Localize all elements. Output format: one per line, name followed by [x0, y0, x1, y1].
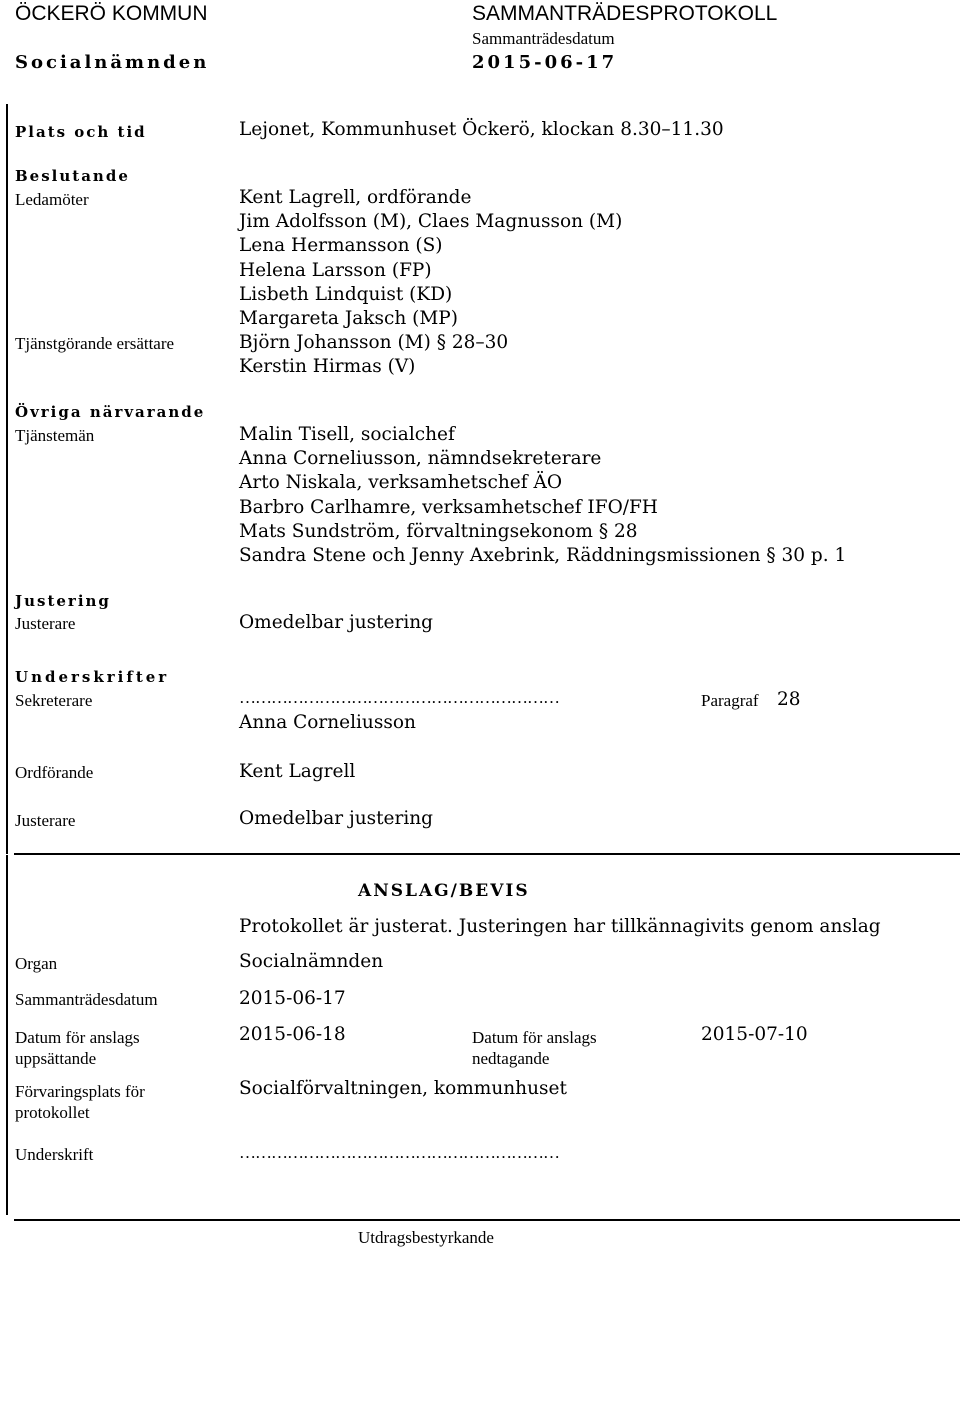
- sekreterare-name: Anna Corneliusson: [239, 712, 416, 733]
- list-item: Barbro Carlhamre, verksamhetschef IFO/FH: [239, 496, 658, 518]
- utdragsbestyrkande: Utdragsbestyrkande: [358, 1228, 494, 1247]
- nedtagande-value: 2015-07-10: [701, 1024, 808, 1045]
- meeting-date: 2015-06-17: [472, 52, 618, 73]
- anslag-intro: Protokollet är justerat. Justeringen har tillkännagivits genom anslag: [239, 916, 881, 937]
- ovriga-heading: Övriga närvarande: [15, 403, 206, 421]
- list-item: Mats Sundström, förvaltningsekonom § 28: [239, 520, 638, 542]
- anslag-heading: ANSLAG/BEVIS: [358, 881, 530, 901]
- list-item: Helena Larsson (FP): [239, 259, 432, 281]
- uppsattande-label: Datum för anslags uppsättande: [15, 1028, 140, 1068]
- paragraf-value: 28: [777, 689, 801, 710]
- section-divider: [14, 853, 960, 855]
- underskrifter-heading: Underskrifter: [15, 668, 170, 686]
- list-item: Malin Tisell, socialchef: [239, 424, 455, 445]
- list-item: Sandra Stene och Jenny Axebrink, Räddningsmissionen § 30 p. 1: [239, 545, 847, 567]
- sammantradesdatum-value: 2015-06-17: [239, 988, 346, 1009]
- ordforande-label: Ordförande: [15, 763, 94, 782]
- nedtagande-label: Datum för anslags nedtagande: [472, 1028, 597, 1068]
- list-item: Kent Lagrell, ordförande: [239, 187, 472, 208]
- ersattare-list: [239, 331, 508, 379]
- underskrift-label: Underskrift: [15, 1145, 94, 1164]
- list-item: Arto Niskala, verksamhetschef ÄO: [239, 472, 562, 494]
- list-item: Björn Johansson (M) § 28–30: [239, 332, 509, 353]
- date-label: Sammanträdesdatum: [472, 29, 615, 48]
- plats-heading: Plats och tid: [15, 123, 147, 141]
- justerare-label: Justerare: [15, 614, 76, 633]
- forvaring-value: Socialförvaltningen, kommunhuset: [239, 1078, 567, 1099]
- justerare-value-2: Omedelbar justering: [239, 808, 434, 829]
- plats-value: Lejonet, Kommunhuset Öckerö, klockan 8.30–11.30: [239, 119, 724, 140]
- left-border: [6, 104, 8, 854]
- paragraf-label: Paragraf: [701, 691, 759, 710]
- org-name: ÖCKERÖ KOMMUN: [15, 2, 208, 25]
- justering-value: Omedelbar justering: [239, 612, 434, 633]
- justerare-label-2: Justerare: [15, 811, 76, 830]
- list-item: Jim Adolfsson (M), Claes Magnusson (M): [239, 211, 623, 233]
- sekreterare-label: Sekreterare: [15, 691, 93, 710]
- doc-type: SAMMANTRÄDESPROTOKOLL: [472, 2, 778, 25]
- list-item: Kerstin Hirmas (V): [239, 356, 416, 378]
- forvaring-label: Förvaringsplats för protokollet: [15, 1082, 145, 1122]
- list-item: Lena Hermansson (S): [239, 235, 443, 257]
- dept-name: Socialnämnden: [15, 52, 210, 73]
- beslutande-heading: Beslutande: [15, 167, 130, 185]
- organ-label: Organ: [15, 954, 58, 973]
- sammantradesdatum-label: Sammanträdesdatum: [15, 990, 158, 1009]
- list-item: Margareta Jaksch (MP): [239, 308, 458, 330]
- list-item: Lisbeth Lindquist (KD): [239, 283, 453, 305]
- ordforande-name: Kent Lagrell: [239, 761, 356, 782]
- tjansteman-label: Tjänstemän: [15, 426, 95, 445]
- ledamoter-list: [239, 186, 622, 331]
- footer-divider: [14, 1219, 960, 1221]
- list-item: Anna Corneliusson, nämndsekreterare: [239, 448, 602, 470]
- tjansteman-list: [239, 423, 846, 568]
- left-border-lower: [6, 855, 8, 1215]
- uppsattande-value: 2015-06-18: [239, 1024, 346, 1045]
- ledamoter-label: Ledamöter: [15, 190, 89, 209]
- signature-line: ……………………………………………………: [239, 688, 559, 707]
- underskrift-line: ……………………………………………………: [239, 1143, 559, 1162]
- ersattare-label: Tjänstgörande ersättare: [15, 334, 175, 353]
- organ-value: Socialnämnden: [239, 951, 384, 972]
- justering-heading: Justering: [15, 592, 111, 610]
